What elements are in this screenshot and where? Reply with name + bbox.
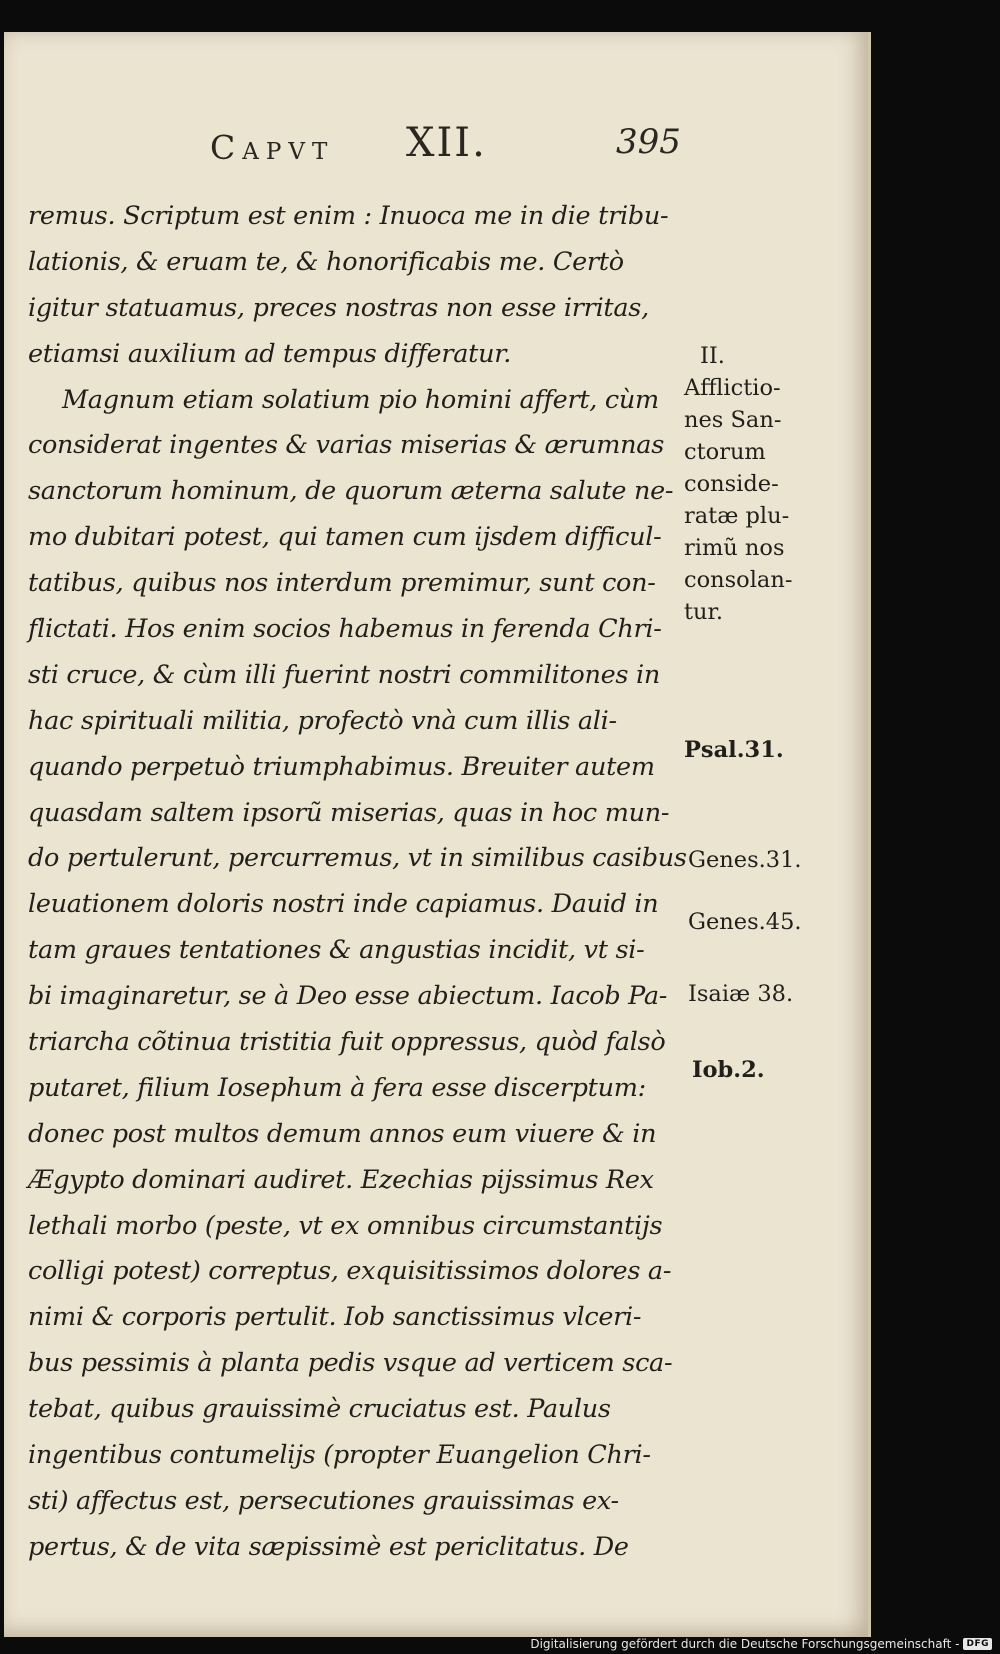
book-page [4, 32, 871, 1637]
text-line: putaret, filium Iosephum à fera esse discerptum: [28, 1072, 646, 1103]
text-line: do pertulerunt, percurremus, vt in similibus casibus [28, 843, 687, 874]
text-line: hac spirituali militia, profectò vnà cum illis ali- [28, 705, 617, 736]
footer-text: Digitalisierung gefördert durch die Deutsche Forschungsgemeinschaft - [530, 1637, 960, 1651]
margin-ref-isaiah: Isaiæ 38. [688, 981, 794, 1007]
margin-note-line: nes San- [684, 407, 782, 433]
body-text [28, 194, 687, 1571]
text-line: sti cruce, & cùm illi fuerint nostri commilitones in [28, 659, 660, 690]
text-line: pertus, & de vita sæpissimè est periclitatus. De [28, 1531, 629, 1562]
text-line: bus pessimis à planta pedis vsque ad verticem sca- [28, 1348, 673, 1379]
margin-ref-genesis-31: Genes.31. [688, 847, 802, 873]
text-line: donec post multos demum annos eum viuere & in [28, 1118, 657, 1149]
text-line: ingentibus contumelijs (propter Euangelion Chri- [28, 1440, 651, 1471]
text-line: igitur statuamus, preces nostras non esse irritas, [28, 292, 649, 323]
margin-note-line: consolan- [684, 567, 793, 593]
page-number: 395 [616, 122, 681, 162]
text-line: Ægypto dominari audiret. Ezechias pijssimus Rex [28, 1164, 654, 1195]
text-line: nimi & corporis pertulit. Iob sanctissimus vlceri- [28, 1302, 642, 1333]
margin-note-line: ratæ plu- [684, 503, 790, 529]
text-line: sanctorum hominum, de quorum æterna salute ne- [28, 476, 674, 507]
text-line: sti) affectus est, persecutiones grauissimas ex- [28, 1485, 619, 1516]
text-line: mo dubitari potest, qui tamen cum ijsdem difficul- [28, 522, 662, 553]
running-head-title: Capvt [210, 128, 335, 167]
text-line: Magnum etiam solatium pio homini affert, cùm [62, 384, 659, 415]
text-line: triarcha cõtinua tristitia fuit oppressus, quòd falsò [28, 1027, 666, 1058]
text-line: lationis, & eruam te, & honorificabis me. Certò [28, 246, 624, 277]
margin-note-number: II. [700, 343, 725, 369]
text-line: colligi potest) correptus, exquisitissimos dolores a- [28, 1256, 672, 1287]
text-line: bi imaginaretur, se à Deo esse abiectum. Iacob Pa- [28, 981, 668, 1012]
digitization-footer [530, 1637, 992, 1651]
margin-ref-job: Iob.2. [692, 1057, 765, 1083]
margin-note-line: Afflictio- [684, 375, 781, 401]
text-line: tam graues tentationes & angustias incidit, vt si- [28, 935, 645, 966]
margin-note-line: ctorum [684, 439, 766, 465]
margin-ref-genesis-45: Genes.45. [688, 909, 802, 935]
margin-note-line: tur. [684, 599, 723, 625]
text-line: etiamsi auxilium ad tempus differatur. [28, 338, 512, 369]
dfg-logo-icon: DFG [963, 1638, 992, 1650]
margin-note-line: rimũ nos [684, 535, 785, 561]
text-line: flictati. Hos enim socios habemus in ferenda Chri- [28, 614, 662, 645]
chapter-number: XII. [406, 120, 487, 166]
margin-note-line: conside- [684, 471, 779, 497]
running-head [4, 114, 868, 174]
text-line: lethali morbo (peste, vt ex omnibus circumstantijs [28, 1210, 663, 1241]
margin-ref-psalm: Psal.31. [684, 737, 784, 763]
text-line: remus. Scriptum est enim : Inuoca me in die tribu- [28, 201, 669, 231]
text-line: tebat, quibus grauissimè cruciatus est. Paulus [28, 1394, 611, 1425]
text-line: quando perpetuò triumphabimus. Breuiter autem [28, 751, 655, 782]
text-line: quasdam saltem ipsorũ miserias, quas in hoc mun- [28, 797, 670, 828]
text-line: considerat ingentes & varias miserias & ærumnas [28, 430, 664, 461]
margin-note-afflictiones [684, 340, 792, 628]
text-line: tatibus, quibus nos interdum premimur, sunt con- [28, 568, 656, 599]
text-line: leuationem doloris nostri inde capiamus. Dauid in [28, 889, 659, 920]
